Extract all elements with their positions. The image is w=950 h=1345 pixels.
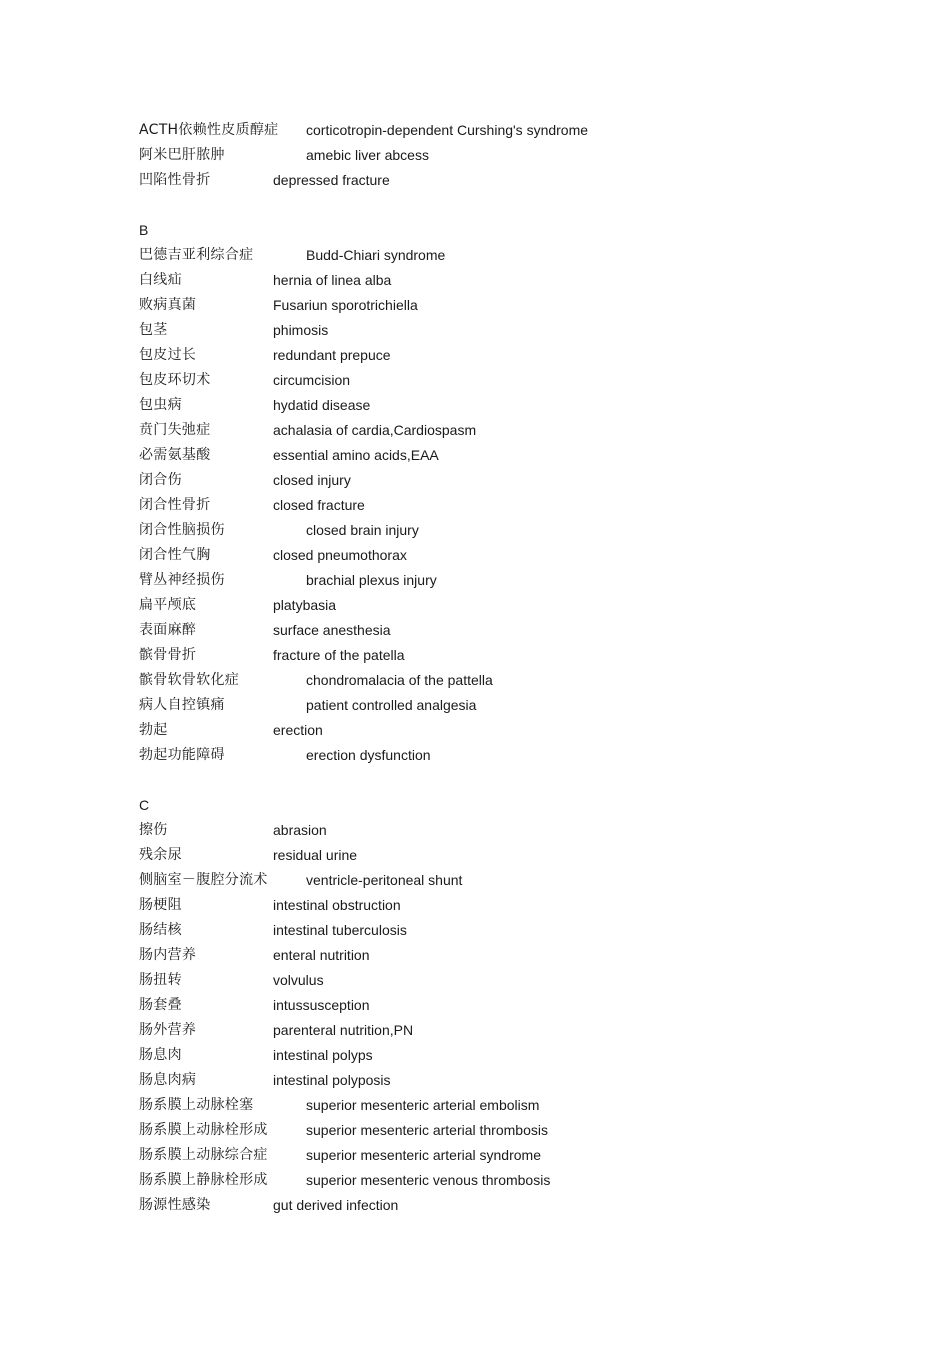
glossary-entry	[139, 418, 839, 443]
chinese-term: 侧脑室－腹腔分流术	[139, 872, 268, 888]
english-term: phimosis	[273, 322, 329, 338]
english-term: patient controlled analgesia	[306, 697, 477, 713]
glossary-entry	[139, 393, 839, 418]
english-term: Budd-Chiari syndrome	[306, 247, 446, 263]
english-term: closed fracture	[273, 497, 365, 513]
glossary-entry	[139, 168, 839, 193]
chinese-term: 闭合性骨折	[139, 497, 211, 513]
english-term: hernia of linea alba	[273, 272, 392, 288]
section-letter-heading: B	[139, 222, 149, 238]
english-term: essential amino acids,EAA	[273, 447, 439, 463]
chinese-term: 肠内营养	[139, 947, 197, 963]
english-term: Fusariun sporotrichiella	[273, 297, 418, 313]
glossary-entry	[139, 318, 839, 343]
english-term: erection	[273, 722, 323, 738]
english-term: enteral nutrition	[273, 947, 370, 963]
glossary-entry	[139, 743, 839, 768]
english-term: intussusception	[273, 997, 370, 1013]
glossary-entry	[139, 1068, 839, 1093]
chinese-term: 肠系膜上动脉栓塞	[139, 1097, 254, 1113]
glossary-entry	[139, 568, 839, 593]
english-term: residual urine	[273, 847, 358, 863]
glossary-entry	[139, 293, 839, 318]
chinese-term: 肠息肉	[139, 1047, 182, 1063]
glossary-entry	[139, 593, 839, 618]
chinese-term: 闭合伤	[139, 472, 182, 488]
chinese-term: 勃起	[139, 722, 168, 738]
glossary-entry	[139, 1168, 839, 1193]
english-term: intestinal polyposis	[273, 1072, 391, 1088]
english-term: redundant prepuce	[273, 347, 391, 363]
chinese-term: 肠系膜上动脉综合症	[139, 1147, 268, 1163]
english-term: erection dysfunction	[306, 747, 431, 763]
english-term: superior mesenteric venous thrombosis	[306, 1172, 551, 1188]
glossary-entry	[139, 1018, 839, 1043]
glossary-entry	[139, 343, 839, 368]
english-term: volvulus	[273, 972, 324, 988]
chinese-term: 败病真菌	[139, 297, 197, 313]
chinese-term: 包茎	[139, 322, 168, 338]
chinese-term: 包皮过长	[139, 347, 197, 363]
english-term: surface anesthesia	[273, 622, 391, 638]
english-term: closed injury	[273, 472, 351, 488]
glossary-entry	[139, 368, 839, 393]
glossary-entry	[139, 893, 839, 918]
glossary-entry	[139, 1118, 839, 1143]
glossary-entry	[139, 868, 839, 893]
english-term: achalasia of cardia,Cardiospasm	[273, 422, 477, 438]
glossary-entry	[139, 1093, 839, 1118]
english-term: circumcision	[273, 372, 351, 388]
glossary-entry	[139, 993, 839, 1018]
english-term: ventricle-peritoneal shunt	[306, 872, 463, 888]
glossary-entry	[139, 543, 839, 568]
english-term: intestinal polyps	[273, 1047, 373, 1063]
chinese-term: 肠息肉病	[139, 1072, 197, 1088]
glossary-entry	[139, 1043, 839, 1068]
chinese-term: 白线疝	[139, 272, 182, 288]
chinese-term: 肠系膜上静脉栓形成	[139, 1172, 268, 1188]
glossary-entry	[139, 468, 839, 493]
english-term: intestinal obstruction	[273, 897, 401, 913]
chinese-term: 肠套叠	[139, 997, 182, 1013]
english-term: fracture of the patella	[273, 647, 405, 663]
english-term: closed brain injury	[306, 522, 419, 538]
chinese-term: 髌骨骨折	[139, 647, 197, 663]
glossary-entry	[139, 268, 839, 293]
english-term: closed pneumothorax	[273, 547, 407, 563]
chinese-term: 肠扭转	[139, 972, 182, 988]
glossary-entry	[139, 118, 839, 143]
chinese-term: 阿米巴肝脓肿	[139, 147, 225, 163]
english-term: abrasion	[273, 822, 327, 838]
english-term: superior mesenteric arterial syndrome	[306, 1147, 541, 1163]
chinese-term: 病人自控镇痛	[139, 697, 225, 713]
english-term: gut derived infection	[273, 1197, 399, 1213]
english-term: platybasia	[273, 597, 337, 613]
glossary-entry	[139, 668, 839, 693]
chinese-term: 髌骨软骨软化症	[139, 672, 240, 688]
chinese-term: 残余尿	[139, 847, 182, 863]
chinese-term: 肠梗阻	[139, 897, 182, 913]
glossary-section	[139, 793, 839, 1218]
glossary-section	[139, 118, 839, 193]
section-letter-heading: C	[139, 797, 150, 813]
chinese-term: 包皮环切术	[139, 372, 211, 388]
glossary-entry	[139, 943, 839, 968]
glossary-list	[139, 118, 839, 1218]
glossary-entry	[139, 818, 839, 843]
chinese-term: 肠源性感染	[139, 1197, 211, 1213]
glossary-entry	[139, 618, 839, 643]
glossary-entry	[139, 493, 839, 518]
chinese-term: 包虫病	[139, 397, 182, 413]
chinese-term: 扁平颅底	[139, 597, 197, 613]
chinese-term: ACTH依赖性皮质醇症	[139, 122, 279, 138]
chinese-term: 闭合性脑损伤	[139, 522, 225, 538]
english-term: parenteral nutrition,PN	[273, 1022, 414, 1038]
chinese-term: 肠外营养	[139, 1022, 197, 1038]
glossary-entry	[139, 443, 839, 468]
chinese-term: 擦伤	[139, 822, 168, 838]
english-term: superior mesenteric arterial embolism	[306, 1097, 540, 1113]
glossary-entry	[139, 918, 839, 943]
chinese-term: 肠系膜上动脉栓形成	[139, 1122, 268, 1138]
english-term: chondromalacia of the pattella	[306, 672, 493, 688]
english-term: depressed fracture	[273, 172, 390, 188]
chinese-term: 闭合性气胸	[139, 547, 211, 563]
english-term: superior mesenteric arterial thrombosis	[306, 1122, 548, 1138]
chinese-term: 臂丛神经损伤	[139, 572, 225, 588]
glossary-section	[139, 218, 839, 768]
glossary-entry	[139, 718, 839, 743]
glossary-entry	[139, 843, 839, 868]
english-term: amebic liver abcess	[306, 147, 429, 163]
chinese-term: 勃起功能障碍	[139, 747, 225, 763]
english-term: corticotropin-dependent Curshing's syndrome	[306, 122, 589, 138]
chinese-term: 凹陷性骨折	[139, 172, 211, 188]
english-term: hydatid disease	[273, 397, 371, 413]
english-term: brachial plexus injury	[306, 572, 437, 588]
glossary-entry	[139, 518, 839, 543]
english-term: intestinal tuberculosis	[273, 922, 407, 938]
glossary-entry	[139, 643, 839, 668]
glossary-entry	[139, 243, 839, 268]
glossary-entry	[139, 143, 839, 168]
chinese-term: 肠结核	[139, 922, 182, 938]
chinese-term: 表面麻醉	[139, 622, 197, 638]
glossary-entry	[139, 1143, 839, 1168]
chinese-term: 贲门失弛症	[139, 422, 211, 438]
glossary-entry	[139, 1193, 839, 1218]
glossary-entry	[139, 693, 839, 718]
chinese-term: 必需氨基酸	[139, 447, 211, 463]
glossary-entry	[139, 968, 839, 993]
chinese-term: 巴德吉亚利综合症	[139, 247, 254, 263]
